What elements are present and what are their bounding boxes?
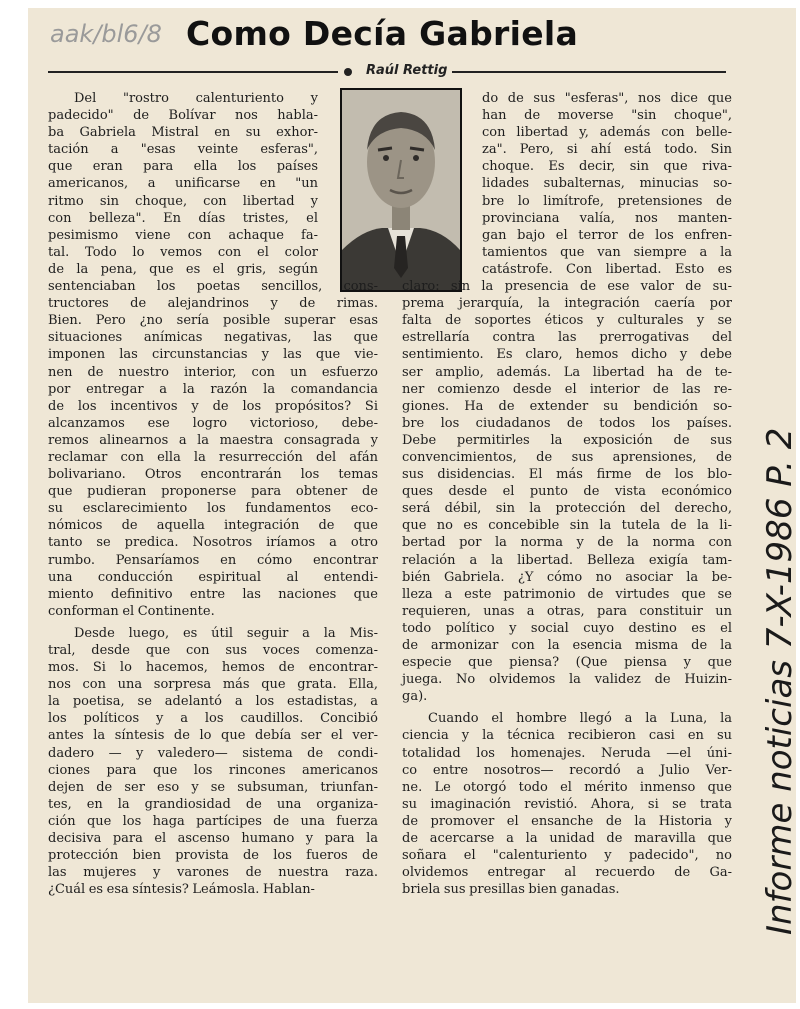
text-line: de acercarse a la unidad de maravilla que	[402, 831, 732, 847]
text-line: bre los ciudadanos de todos los países.	[402, 415, 732, 431]
text-line: tamientos que van siempre a la	[482, 244, 732, 260]
text-line: relación a la libertad. Belleza exigía tam-	[402, 552, 732, 568]
text-line: catástrofe. Con libertad. Esto es	[482, 261, 732, 277]
text-line: falta de soportes éticos y culturales y se	[402, 313, 732, 329]
text-line: briela sus presillas bien ganadas.	[402, 882, 620, 898]
text-line: los políticos y a los caudillos. Concibió	[48, 711, 378, 727]
text-line: de la pena, que es el gris, según	[48, 261, 318, 277]
text-line: han de moverse "sin choque",	[482, 108, 732, 124]
text-line: bertad por la norma y de la norma con	[402, 535, 732, 551]
text-line: tructores de alejandrinos y de rimas.	[48, 296, 378, 312]
text-line: rumbo. Pensaríamos en cómo encontrar	[48, 552, 378, 568]
text-line: tación a "esas veinte esferas",	[48, 142, 318, 158]
text-line: giones. Ha de extender su bendición so-	[402, 398, 732, 414]
text-line: nen de nuestro interior, con un esfuerzo	[48, 364, 378, 380]
text-line: bolivariano. Otros encontrarán los temas	[48, 467, 378, 483]
text-line: que no es concebible sin la tutela de la li-	[402, 518, 732, 534]
article-author: Raúl Rettig	[366, 63, 448, 78]
text-line: dejen de ser eso y se subsuman, triunfan-	[48, 779, 378, 795]
text-line: ne. Le otorgó todo el mérito inmenso que	[402, 779, 732, 795]
text-line: su imaginación revistió. Ahora, si se trata	[402, 796, 732, 812]
text-line: miento definitivo entre las naciones que	[48, 586, 378, 602]
byline-rule-right	[452, 71, 726, 73]
text-line: de los incentivos y de los propósitos? Si	[48, 398, 378, 414]
text-line: sentimiento. Es claro, hemos dicho y debe	[402, 347, 732, 363]
text-line: padecido" de Bolívar nos habla-	[48, 108, 318, 124]
handwritten-date-note: Informe noticias 7-X-1986 P. 2	[760, 427, 800, 935]
text-line: requieren, unas a otras, para constituir un	[402, 603, 732, 619]
text-line: la poetisa, se adelantó a los estadistas, a	[48, 694, 378, 710]
byline-bullet	[344, 68, 352, 76]
text-line: lidades subalternas, minucias so-	[482, 176, 732, 192]
text-line: sentenciaban los poetas sencillos, cons-	[48, 279, 378, 295]
text-line: co entre nosotros— recordó a Julio Ver-	[402, 762, 732, 778]
text-line: ques desde el punto de vista económico	[402, 484, 732, 500]
text-line: lleza a este patrimonio de virtudes que se	[402, 586, 732, 602]
text-line: tanto se predica. Nosotros iríamos a otro	[48, 535, 378, 551]
text-line: prema jerarquía, la integración caería por	[402, 296, 732, 312]
text-line: con libertad y, además con belle-	[482, 125, 732, 141]
text-line: tal. Todo lo vemos con el color	[48, 244, 318, 260]
text-line: alcanzamos ese logro victorioso, debe-	[48, 415, 378, 431]
text-line: por entregar a la razón la comandancia	[48, 381, 378, 397]
text-line: Debe permitirles la exposición de sus	[402, 432, 732, 448]
text-line: Del "rostro calenturiento y	[74, 91, 318, 106]
text-line: Bien. Pero ¿no sería posible superar esas	[48, 313, 378, 329]
text-line: ba Gabriela Mistral en su exhor-	[48, 125, 318, 141]
text-line: ser amplio, además. La libertad ha de te-	[402, 364, 732, 380]
text-line: decisiva para el ascenso humano y para la	[48, 831, 378, 847]
text-line: su esclarecimiento los fundamentos eco-	[48, 501, 378, 517]
article-title: Como Decía Gabriela	[186, 14, 579, 53]
text-line: imponen las circunstancias y las que vie-	[48, 347, 378, 363]
text-line: americanos, a unificarse en "un	[48, 176, 318, 192]
text-line: tes, en la grandiosidad de una organiza-	[48, 796, 378, 812]
text-line: convencimientos, de sus aprensiones, de	[402, 449, 732, 465]
article-column-2	[402, 90, 732, 898]
text-line: estrellaría contra las prerrogativas del	[402, 330, 732, 346]
text-line: situaciones anímicas negativas, las que	[48, 330, 378, 346]
text-line: Desde luego, es útil seguir a la Mis-	[74, 625, 378, 641]
text-line: gan bajo el terror de los enfren-	[482, 227, 732, 243]
text-line: claro: sin la presencia de ese valor de su-	[402, 279, 732, 295]
text-line: que pudieran proponerse para obtener de	[48, 484, 378, 500]
text-line: bre lo limítrofe, pretensiones de	[482, 193, 732, 209]
text-line: conforman el Continente.	[48, 603, 215, 619]
text-line: remos alinearnos a la maestra consagrada y	[48, 432, 378, 448]
text-line: reclamar con ella la resurrección del afán	[48, 449, 378, 465]
byline-rule-left	[48, 71, 338, 73]
text-line: ga).	[402, 689, 428, 705]
text-line: nos con una sorpresa más que grata. Ella,	[48, 677, 378, 693]
text-line: nómicos de aquella integración de que	[48, 518, 378, 534]
article-column-1	[48, 90, 378, 898]
text-line: de promover el ensanche de la Historia y	[402, 813, 732, 829]
text-line: con belleza". En días tristes, el	[48, 210, 318, 226]
text-line: olvidemos entregar al recuerdo de Ga-	[402, 865, 732, 881]
text-line: de armonizar con la esencia misma de la	[402, 638, 732, 653]
text-line: sus disidencias. El más firme de los blo-	[402, 467, 732, 483]
text-line: una conducción espiritual al entendi-	[48, 569, 378, 585]
text-line: ¿Cuál es esa síntesis? Leámosla. Hablan-	[48, 882, 315, 898]
text-line: protección bien provista de los fueros de	[48, 848, 378, 864]
text-line: ner comienzo desde el interior de las re-	[402, 381, 732, 397]
text-line: Cuando el hombre llegó a la Luna, la	[428, 711, 732, 727]
text-line: ciones para que los rincones americanos	[48, 762, 378, 778]
text-line: dadero — y valedero— sistema de condi-	[48, 745, 378, 761]
text-line: especie que piensa? (Que piensa y que	[402, 655, 732, 671]
text-line: choque. Es decir, sin que riva-	[482, 159, 732, 175]
text-line: totalidad los homenajes. Neruda —el úni-	[402, 745, 732, 761]
text-line: tral, desde que con sus voces comenza-	[48, 643, 378, 658]
text-line: será débil, sin la protección del derecho,	[402, 501, 732, 517]
text-line: pesimismo viene con achaque fa-	[48, 227, 318, 243]
text-line: bién Gabriela. ¿Y cómo no asociar la be-	[402, 569, 732, 585]
text-line: las mujeres y varones de nuestra raza.	[48, 865, 378, 881]
text-line: todo político y social cuyo destino es el	[402, 620, 732, 636]
text-line: ción que los haga partícipes de una fuerza	[48, 813, 378, 829]
text-line: provinciana valía, nos manten-	[482, 210, 732, 226]
text-line: que eran para ella los países	[48, 159, 318, 175]
text-line: soñara el "calenturiento y padecido", no	[402, 848, 732, 864]
text-line: ciencia y la técnica recibieron casi en su	[402, 728, 732, 744]
text-line: ritmo sin choque, con libertad y	[48, 193, 318, 209]
text-line: do de sus "esferas", nos dice que	[482, 91, 732, 106]
text-line: za". Pero, si ahí está todo. Sin	[482, 142, 732, 158]
text-line: juega. No olvidemos la validez de Huizin-	[402, 672, 732, 688]
text-line: mos. Si lo hacemos, hemos de encontrar-	[48, 660, 378, 676]
handwritten-archive-code: aak/bl6/8	[50, 20, 162, 48]
text-line: antes la síntesis de lo que debía ser el ver-	[48, 728, 378, 744]
